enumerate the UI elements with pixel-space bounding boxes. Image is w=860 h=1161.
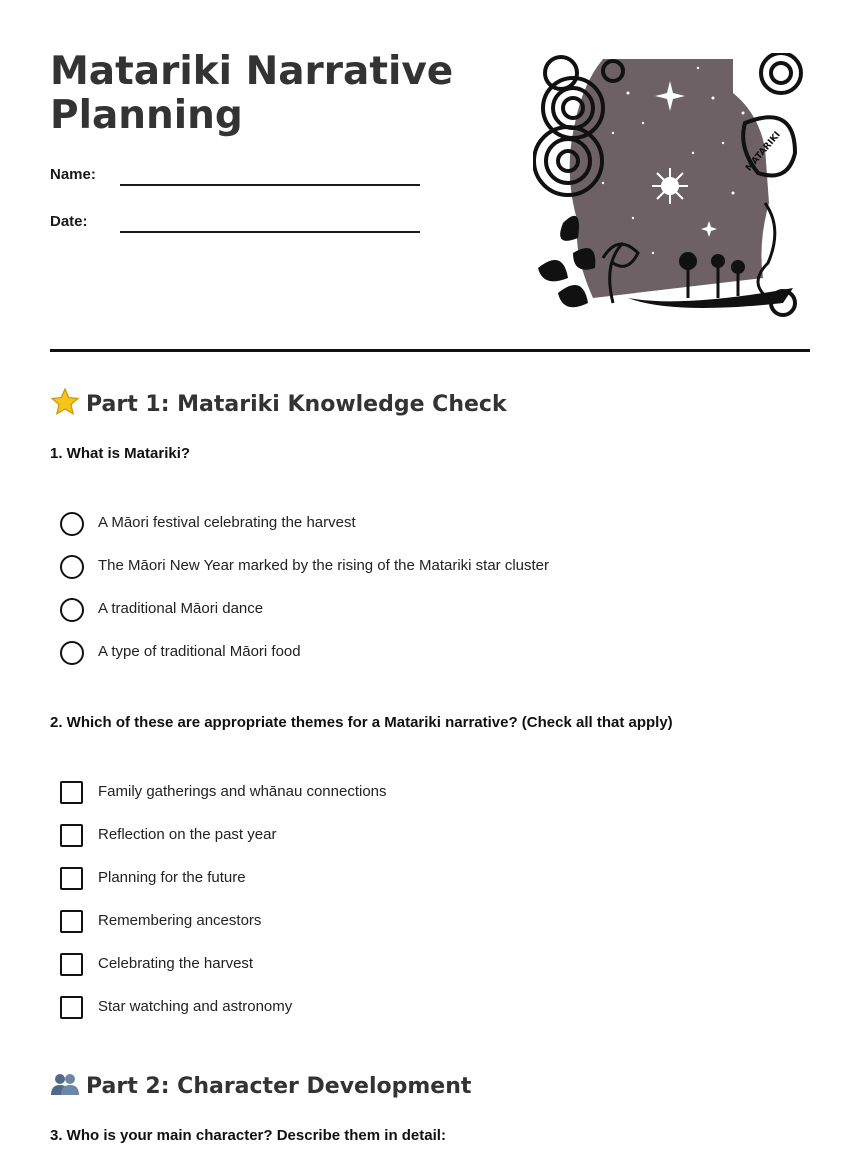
- q2-option-2[interactable]: [60, 824, 800, 850]
- date-field[interactable]: [50, 213, 430, 237]
- q1-option-3-label: A traditional Māori dance: [98, 600, 264, 617]
- q1-option-1-label: A Māori festival celebrating the harvest: [98, 514, 356, 531]
- name-field[interactable]: [50, 166, 430, 190]
- date-label: Date:: [50, 213, 88, 230]
- q2-option-2-label: Reflection on the past year: [98, 826, 277, 843]
- checkbox[interactable]: [60, 953, 83, 976]
- part1-heading: [50, 387, 507, 417]
- checkbox[interactable]: [60, 867, 83, 890]
- part2-heading-text: Part 2: Character Development: [86, 1074, 472, 1099]
- matariki-illustration: [533, 53, 805, 321]
- q2-option-5-label: Celebrating the harvest: [98, 955, 254, 972]
- question-3: 3. Who is your main character? Describe them in detail:: [50, 1127, 446, 1144]
- q1-option-3[interactable]: [60, 598, 800, 624]
- q2-option-4[interactable]: [60, 910, 800, 936]
- q1-option-4-label: A type of traditional Māori food: [98, 643, 301, 660]
- radio-button[interactable]: [60, 555, 84, 579]
- page-title: Matariki Narrative Planning: [50, 49, 454, 138]
- radio-button[interactable]: [60, 598, 84, 622]
- radio-button[interactable]: [60, 641, 84, 665]
- question-2: 2. Which of these are appropriate themes for a Matariki narrative? (Check all that apply): [50, 714, 673, 731]
- q2-option-1-label: Family gatherings and whānau connections: [98, 783, 387, 800]
- q2-option-4-label: Remembering ancestors: [98, 912, 262, 929]
- people-icon: [50, 1069, 80, 1099]
- header-divider: [50, 349, 810, 352]
- q2-option-5[interactable]: [60, 953, 800, 979]
- q2-option-3-label: Planning for the future: [98, 869, 246, 886]
- q2-option-3[interactable]: [60, 867, 800, 893]
- part2-heading: [50, 1069, 471, 1099]
- q2-option-6[interactable]: [60, 996, 800, 1022]
- checkbox[interactable]: [60, 781, 83, 804]
- name-input-line[interactable]: [120, 184, 420, 186]
- checkbox[interactable]: [60, 910, 83, 933]
- star-icon: [50, 387, 80, 417]
- q2-option-1[interactable]: [60, 781, 800, 807]
- date-input-line[interactable]: [120, 231, 420, 233]
- q2-option-6-label: Star watching and astronomy: [98, 998, 293, 1015]
- q1-option-1[interactable]: [60, 512, 800, 538]
- radio-button[interactable]: [60, 512, 84, 536]
- checkbox[interactable]: [60, 996, 83, 1019]
- name-label: Name:: [50, 166, 96, 183]
- part1-heading-text: Part 1: Matariki Knowledge Check: [86, 392, 507, 417]
- checkbox[interactable]: [60, 824, 83, 847]
- q1-option-2[interactable]: [60, 555, 800, 581]
- q1-option-2-label: The Māori New Year marked by the rising of the Matariki star cluster: [98, 557, 550, 574]
- matariki-label: MATARIKI: [744, 130, 783, 174]
- q1-option-4[interactable]: [60, 641, 800, 667]
- question-1: 1. What is Matariki?: [50, 445, 191, 462]
